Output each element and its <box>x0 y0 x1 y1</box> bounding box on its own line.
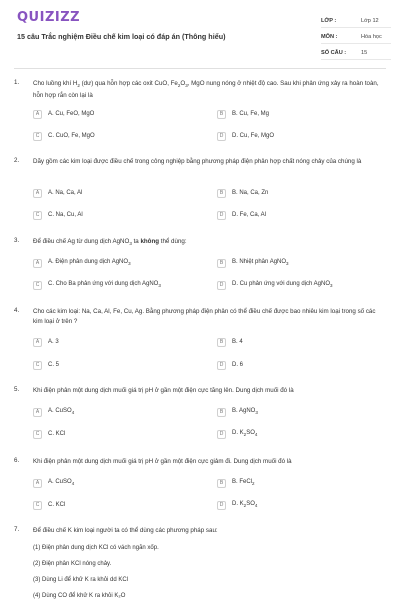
option-text: C. Cho Ba phản ứng với dung dịch AgNO$_3$ <box>48 281 161 289</box>
option-letter-box: B <box>217 110 226 119</box>
option-a[interactable] <box>33 109 94 119</box>
option-c[interactable] <box>33 131 95 141</box>
option-letter-box: B <box>217 479 226 488</box>
option-text: A. CuSO$_4$ <box>48 408 75 416</box>
option-text: A. Điện phân dung dịch AgNO$_3$ <box>48 259 131 267</box>
question-text: Khi điện phân một dung dịch muối giá trị pH ở gần một điện cực tăng lên. Dung dịch muối đó là <box>33 387 294 394</box>
question-number: 1. <box>14 79 20 86</box>
option-letter-box: D <box>217 361 226 370</box>
option-c[interactable] <box>33 210 83 220</box>
option-text: D. 6 <box>232 362 244 368</box>
option-letter-box: C <box>33 211 42 220</box>
option-text: B. Na, Ca, Zn <box>232 190 269 196</box>
option-d[interactable] <box>217 131 274 141</box>
question-number: 2. <box>14 157 20 164</box>
option-letter-box: C <box>33 361 42 370</box>
option-c[interactable] <box>33 429 65 439</box>
option-a[interactable] <box>33 478 74 488</box>
option-text: C. 5 <box>48 362 60 368</box>
quizizz-logo: QUIZIZZ <box>17 10 81 25</box>
option-text: A. CuSO$_4$ <box>48 479 75 487</box>
option-text: A. Na, Ca, Al <box>48 190 83 196</box>
option-text: C. KCl <box>48 431 66 437</box>
option-text: D. $K_2SO_4$ <box>232 430 258 438</box>
option-text: D. Fe, Ca, Al <box>232 212 267 218</box>
option-letter-box: A <box>33 338 42 347</box>
option-d[interactable] <box>217 500 257 510</box>
option-text: A. 3 <box>48 339 59 345</box>
option-letter-box: D <box>217 430 226 439</box>
option-b[interactable] <box>217 337 243 347</box>
option-text: B. FeCl$_2$ <box>232 479 255 487</box>
statement-line: (4) Dùng CO để khử K ra khỏi K₂O <box>33 593 126 599</box>
option-d[interactable] <box>217 360 243 370</box>
option-letter-box: C <box>33 501 42 510</box>
option-letter-box: A <box>33 259 42 268</box>
option-a[interactable] <box>33 337 59 347</box>
option-text: B. Nhiệt phân AgNO$_3$ <box>232 259 289 267</box>
option-text: C. KCl <box>48 502 66 508</box>
option-letter-box: B <box>217 408 226 417</box>
option-letter-box: B <box>217 338 226 347</box>
question-text: Cho luồng khí $H_2$ (dư) qua hỗn hợp các oxit CuO, $Fe_2O_3$, MgO nung nóng ở nhiệt độ cao. Sau khi phản ứng xảy ra hoàn toàn, hỗn hợp rắn còn lại là <box>33 80 379 99</box>
option-letter-box: A <box>33 189 42 198</box>
option-letter-box: D <box>217 132 226 141</box>
question-text: Để điều chế Ag từ dung dịch AgNO$_3$ ta không thể dùng: <box>33 238 187 247</box>
meta-info <box>321 14 391 62</box>
meta-row-subject <box>321 30 391 44</box>
option-b[interactable] <box>217 258 289 268</box>
option-a[interactable] <box>33 407 74 417</box>
meta-value: Lớp 12 <box>361 17 379 24</box>
option-c[interactable] <box>33 360 59 370</box>
option-d[interactable] <box>217 429 257 439</box>
option-letter-box: C <box>33 281 42 290</box>
option-letter-box: A <box>33 110 42 119</box>
question-number: 5. <box>14 386 20 393</box>
option-c[interactable] <box>33 280 161 290</box>
option-b[interactable] <box>217 188 268 198</box>
question-text: Dãy gồm các kim loại được điều chế trong công nghiệp bằng phương pháp điện phân hợp chất nóng chảy của chúng là <box>33 158 362 165</box>
meta-label: MÔN : <box>321 33 338 40</box>
option-text: B. Cu, Fe, Mg <box>232 111 270 117</box>
question-number: 6. <box>14 457 20 464</box>
meta-row-grade <box>321 14 391 28</box>
meta-label: LỚP : <box>321 17 337 24</box>
option-a[interactable] <box>33 188 82 198</box>
option-letter-box: C <box>33 132 42 141</box>
option-letter-box: B <box>217 189 226 198</box>
page-header <box>0 0 400 66</box>
option-d[interactable] <box>217 280 333 290</box>
header-divider <box>14 68 386 69</box>
option-text: D. Cu phản ứng với dung dịch AgNO$_3$ <box>232 281 333 289</box>
option-text: B. AgNO$_3$ <box>232 408 258 416</box>
statement-line: (1) Điện phân dung dịch KCl có vách ngăn xốp. <box>33 545 159 551</box>
statement-line: (3) Dùng Li để khử K ra khỏi dd KCl <box>33 577 129 583</box>
question-text: Cho các kim loại: Na, Ca, Al, Fe, Cu, Ag. Bằng phương pháp điện phân có thể điều chế được bao nhiêu kim loại trong số các kim loại ở trên ? <box>33 308 376 325</box>
option-b[interactable] <box>217 109 269 119</box>
option-text: B. 4 <box>232 339 243 345</box>
question-number: 4. <box>14 307 20 314</box>
option-d[interactable] <box>217 210 266 220</box>
option-letter-box: D <box>217 211 226 220</box>
meta-label: SỐ CÂU : <box>321 49 347 56</box>
option-letter-box: A <box>33 408 42 417</box>
option-a[interactable] <box>33 258 131 268</box>
meta-value: 15 <box>361 49 368 56</box>
question-number: 7. <box>14 526 20 533</box>
option-letter-box: D <box>217 501 226 510</box>
option-text: C. Na, Cu, Al <box>48 212 83 218</box>
option-text: A. Cu, FeO, MgO <box>48 111 95 117</box>
question-text: Để điều chế K kim loại người ta có thể dùng các phương pháp sau: <box>33 527 218 534</box>
option-b[interactable] <box>217 407 258 417</box>
option-letter-box: A <box>33 479 42 488</box>
option-letter-box: C <box>33 430 42 439</box>
option-letter-box: B <box>217 259 226 268</box>
page-title: 15 câu Trắc nghiệm Điều chế kim loại có đáp án (Thông hiểu) <box>17 32 226 41</box>
statement-line: (2) Điện phân KCl nóng chảy. <box>33 561 112 567</box>
question-text: Khi điện phân một dung dịch muối giá trị pH ở gần một điện cực giảm đi. Dung dịch muối đó là <box>33 458 292 465</box>
option-text: D. $K_2SO_4$ <box>232 501 258 509</box>
option-c[interactable] <box>33 500 65 510</box>
question-number: 3. <box>14 237 20 244</box>
option-text: D. Cu, Fe, MgO <box>232 133 275 139</box>
meta-row-count <box>321 46 391 60</box>
option-letter-box: D <box>217 281 226 290</box>
meta-value: Hóa học <box>361 33 382 40</box>
option-text: C. CuO, Fe, MgO <box>48 133 95 139</box>
option-b[interactable] <box>217 478 255 488</box>
